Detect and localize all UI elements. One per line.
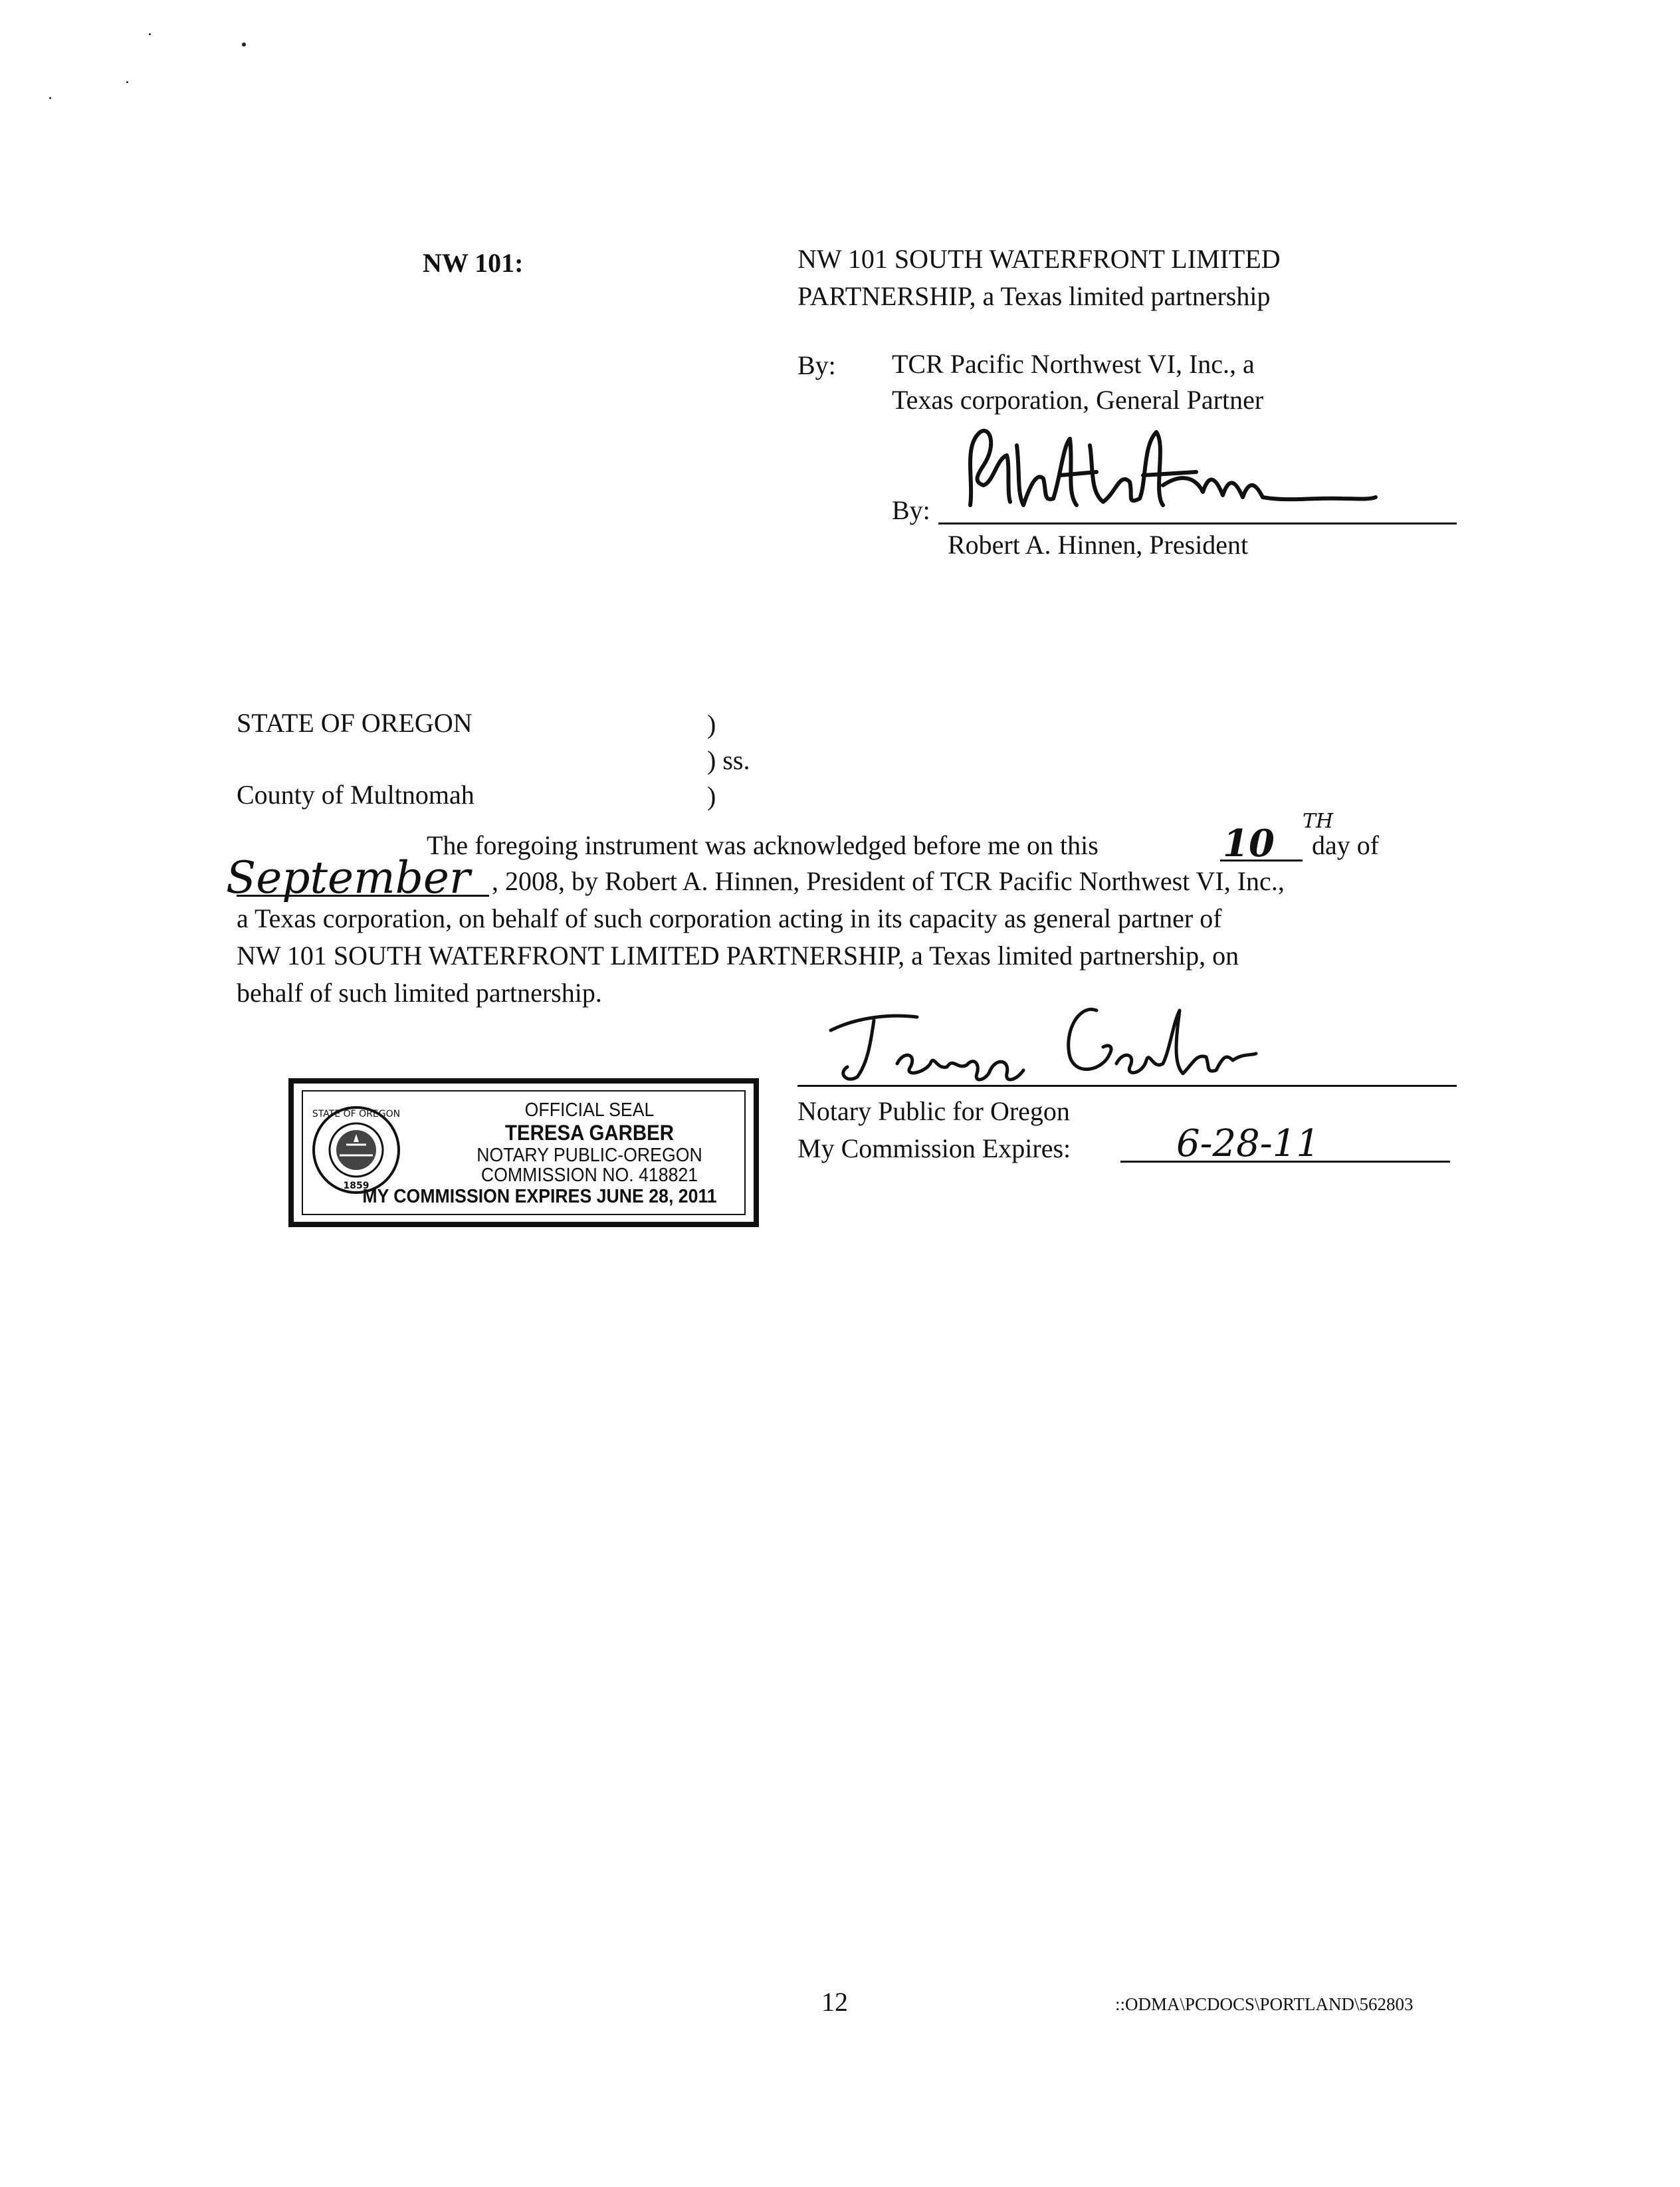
emblem-year: 1859 <box>343 1181 369 1191</box>
scan-speck <box>242 43 246 47</box>
ack-line3: a Texas corporation, on behalf of such corporation acting in its capacity as general partner of <box>237 903 1222 933</box>
ack-line1-text: The foregoing instrument was acknowledged before me on this <box>427 830 1099 860</box>
day-suffix-handwritten: TH <box>1303 810 1334 833</box>
scan-speck <box>126 81 128 83</box>
month-handwritten: September <box>226 852 471 903</box>
seal-line-1: OFFICIAL SEAL <box>524 1099 655 1121</box>
venue-paren-1: ) <box>707 709 716 739</box>
entity-name-line1: NW 101 SOUTH WATERFRONT LIMITED <box>797 244 1281 274</box>
general-partner-line1: TCR Pacific Northwest VI, Inc., a <box>892 349 1255 379</box>
venue-ss: ) ss. <box>707 745 750 775</box>
venue-state: STATE OF OREGON <box>237 708 472 738</box>
signer-name-title: Robert A. Hinnen, President <box>948 530 1249 560</box>
commission-label: My Commission Expires: <box>797 1133 1071 1163</box>
official-seal-stamp <box>288 1078 759 1227</box>
document-path: ::ODMA\PCDOCS\PORTLAND\562803 <box>1115 1994 1414 2014</box>
by2-label: By: <box>892 495 930 525</box>
entity-name-line2: PARTNERSHIP, a Texas limited partnership <box>797 281 1271 311</box>
signature-line <box>938 522 1457 524</box>
seal-line-4: COMMISSION NO. 418821 <box>480 1165 698 1186</box>
seal-line-5: MY COMMISSION EXPIRES JUNE 28, 2011 <box>362 1186 717 1207</box>
seal-line-3: NOTARY PUBLIC-OREGON <box>476 1145 702 1166</box>
by-label: By: <box>797 350 836 380</box>
president-signature <box>944 419 1396 518</box>
day-handwritten: 10 <box>1223 822 1275 865</box>
seal-line-2: TERESA GARBER <box>504 1121 675 1145</box>
emblem-text: STATE OF OREGON <box>312 1109 401 1119</box>
ack-line5: behalf of such limited partnership. <box>237 978 602 1008</box>
ack-line2-rest: , 2008, by Robert A. Hinnen, President of TCR Pacific Northwest VI, Inc., <box>492 866 1285 896</box>
venue-county: County of Multnomah <box>237 780 474 810</box>
signatory-label: NW 101: <box>423 248 524 278</box>
state-seal-emblem <box>310 1103 403 1197</box>
scan-speck <box>49 97 51 99</box>
notary-signature-line <box>797 1085 1457 1087</box>
ack-line4: NW 101 SOUTH WATERFRONT LIMITED PARTNERSHIP, a Texas limited partnership, on <box>237 941 1239 971</box>
scan-speck <box>149 33 151 35</box>
ack-day-of: day of <box>1312 830 1380 860</box>
commission-date-handwritten: 6-28-11 <box>1176 1122 1320 1165</box>
venue-paren-3: ) <box>707 781 716 811</box>
notary-title: Notary Public for Oregon <box>797 1096 1070 1126</box>
notary-signature <box>817 990 1269 1090</box>
general-partner-line2: Texas corporation, General Partner <box>892 385 1264 415</box>
page-number: 12 <box>821 1987 848 2017</box>
